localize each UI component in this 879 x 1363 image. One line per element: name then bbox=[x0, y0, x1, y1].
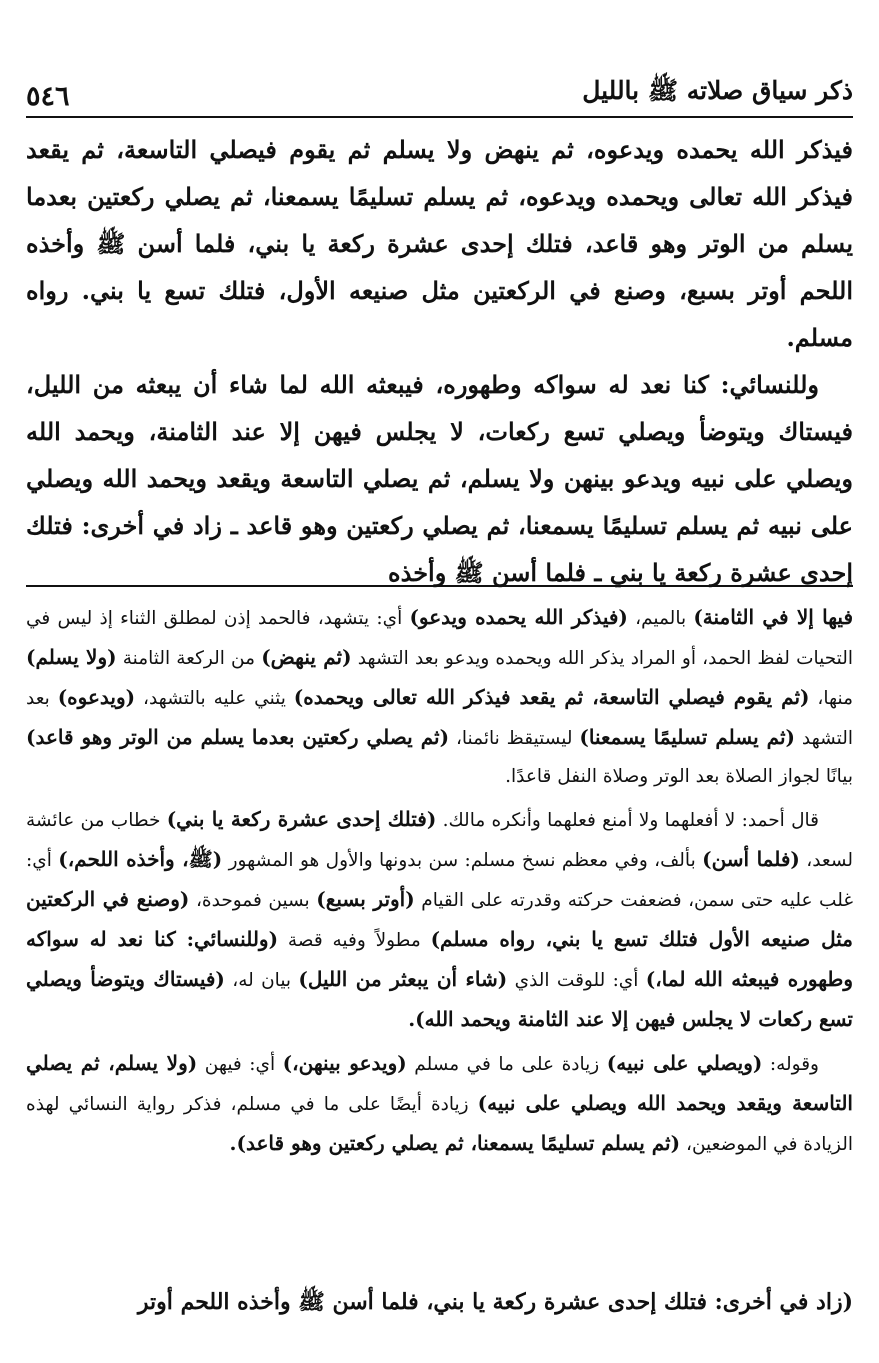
commentary-text: بألف، وفي معظم نسخ مسلم: سن بدونها والأول هو المشهور bbox=[222, 850, 703, 871]
commentary-text: بيان له، bbox=[224, 970, 299, 991]
commentary-text: أي: للوقت الذي bbox=[507, 970, 646, 991]
quoted-text: (ويدعوه) bbox=[57, 685, 136, 709]
quoted-text: (ثم يقوم فيصلي التاسعة، ثم يقعد فيذكر الله تعالى ويحمده) bbox=[293, 685, 810, 709]
commentary-text: منها، bbox=[809, 688, 854, 709]
commentary-text: بيانًا لجواز الصلاة بعد الوتر وصلاة النفل قاعدًا. bbox=[505, 766, 853, 787]
commentary-paragraph-1 bbox=[26, 598, 853, 796]
commentary-paragraph-2 bbox=[26, 800, 853, 1040]
commentary-text: من الركعة الثامنة bbox=[116, 648, 262, 669]
commentary-text: بعد التشهد bbox=[26, 688, 853, 749]
quoted-text: (ولا يسلم، ثم يصلي التاسعة ويقعد ويحمد الله ويصلي على نبيه) bbox=[26, 1051, 853, 1115]
quoted-text: (ثم يصلي ركعتين بعدما يسلم من الوتر وهو قاعد) bbox=[26, 725, 450, 749]
commentary-text: وقوله: bbox=[762, 1054, 819, 1075]
quoted-text: (ثم ينهض) bbox=[261, 645, 352, 669]
quoted-text: (وللنسائي: كنا نعد له سواكه وطهوره فيبعثه الله لما،) bbox=[26, 927, 853, 991]
commentary-text: بالميم، bbox=[627, 608, 694, 629]
commentary bbox=[26, 598, 853, 1168]
quoted-text: (شاء أن يبعثر من الليل) bbox=[298, 967, 508, 991]
commentary-text: خطاب من عائشة لسعد، bbox=[26, 810, 853, 871]
commentary-text: أي: يتشهد، فالحمد إذن لمطلق الثناء إذ ليس في التحيات لفظ الحمد، أو المراد يذكر الله ويحمده ويدعو بعد التشهد bbox=[26, 608, 854, 669]
quoted-text: فيها إلا في الثامنة) bbox=[693, 605, 854, 629]
page-number: ٥٤٦ bbox=[26, 81, 70, 112]
quoted-text: (ويصلي على نبيه) bbox=[606, 1051, 763, 1075]
commentary-text: أي: غلب عليه حتى سمن، فضعفت حركته وقدرته على القيام bbox=[26, 850, 854, 911]
main-text bbox=[26, 126, 853, 596]
footnote-divider bbox=[26, 585, 853, 587]
quoted-text: (فيستاك ويتوضأ ويصلي تسع ركعات لا يجلس فيهن إلا عند الثامنة ويحمد الله). bbox=[26, 967, 853, 1031]
commentary-text: يثني عليه بالتشهد، bbox=[135, 688, 294, 709]
commentary-text: بسين فموحدة، bbox=[189, 890, 317, 911]
main-paragraph-1: فيذكر الله يحمده ويدعوه، ثم ينهض ولا يسلم ثم يقوم فيصلي التاسعة، ثم يقعد فيذكر الله تعالى ويحمده ويدعوه، ثم يسلم تسليمًا يسمعنا، ثم يصلي ركعتين بعدما يسلم من الوتر وهو قاعد، فتلك إحدى عشرة ركعة يا بني، فلما أسن ﷺ وأخذه اللحم أوتر بسبع، وصنع في الركعتين مثل صنيعه الأول، فتلك تسع يا بني. رواه مسلم. bbox=[26, 135, 854, 352]
commentary-text: مطولاً وفيه قصة bbox=[278, 930, 431, 951]
main-paragraph-2: وللنسائي: كنا نعد له سواكه وطهوره، فيبعثه الله لما شاء أن يبعثه من الليل، فيستاك ويتوضأ ويصلي تسع ركعات، لا يجلس فيهن إلا عند الثامنة، ويحمد الله ويصلي على نبيه ويدعو بينهن ولا يسلم، ثم يصلي التاسعة ويقعد ويحمد الله ويصلي على نبيه ثم يسلم تسليمًا يسمعنا، ثم يصلي ركعتين وهو قاعد ـ زاد في أخرى: فتلك إحدى عشرة ركعة يا بني ـ فلما أسن ﷺ وأخذه bbox=[26, 370, 853, 587]
commentary-text: زيادة أيضًا على ما في مسلم، فذكر رواية النسائي لهذه الزيادة في الموضعين، bbox=[26, 1094, 853, 1155]
commentary-text: زيادة على ما في مسلم bbox=[406, 1054, 607, 1075]
running-title: ذكر سياق صلاته ﷺ بالليل bbox=[582, 76, 853, 105]
quoted-text: (فتلك إحدى عشرة ركعة يا بني) bbox=[166, 807, 437, 831]
commentary-paragraph-3 bbox=[26, 1044, 853, 1164]
quoted-text: (فلما أسن) bbox=[702, 847, 800, 871]
commentary-text: ليستيقظ نائمنا، bbox=[449, 728, 580, 749]
header-divider bbox=[26, 116, 853, 118]
quoted-text: (أوتر بسبع) bbox=[316, 887, 415, 911]
quoted-text: (فيذكر الله يحمده ويدعو) bbox=[409, 605, 628, 629]
quoted-text: (ويدعو بينهن،) bbox=[282, 1051, 407, 1075]
commentary-text: قال أحمد: لا أفعلهما ولا أمنع فعلهما وأنكره مالك. bbox=[436, 810, 820, 831]
quoted-text: (وصنع في الركعتين مثل صنيعه الأول فتلك تسع يا بني، رواه مسلم) bbox=[26, 887, 853, 951]
page-header bbox=[26, 68, 853, 112]
quoted-text: (ثم يسلم تسليمًا يسمعنا، ثم يصلي ركعتين وهو قاعد). bbox=[229, 1131, 681, 1155]
quoted-text: (ﷺ، وأخذه اللحم،) bbox=[58, 847, 223, 871]
commentary-text: أي: فيهن bbox=[197, 1054, 283, 1075]
quoted-text: (ثم يسلم تسليمًا يسمعنا) bbox=[579, 725, 795, 749]
quoted-text: (ولا يسلم) bbox=[26, 645, 117, 669]
continuation-line: (زاد في أخرى: فتلك إحدى عشرة ركعة يا بني، فلما أسن ﷺ وأخذه اللحم أوتر bbox=[137, 1289, 853, 1315]
